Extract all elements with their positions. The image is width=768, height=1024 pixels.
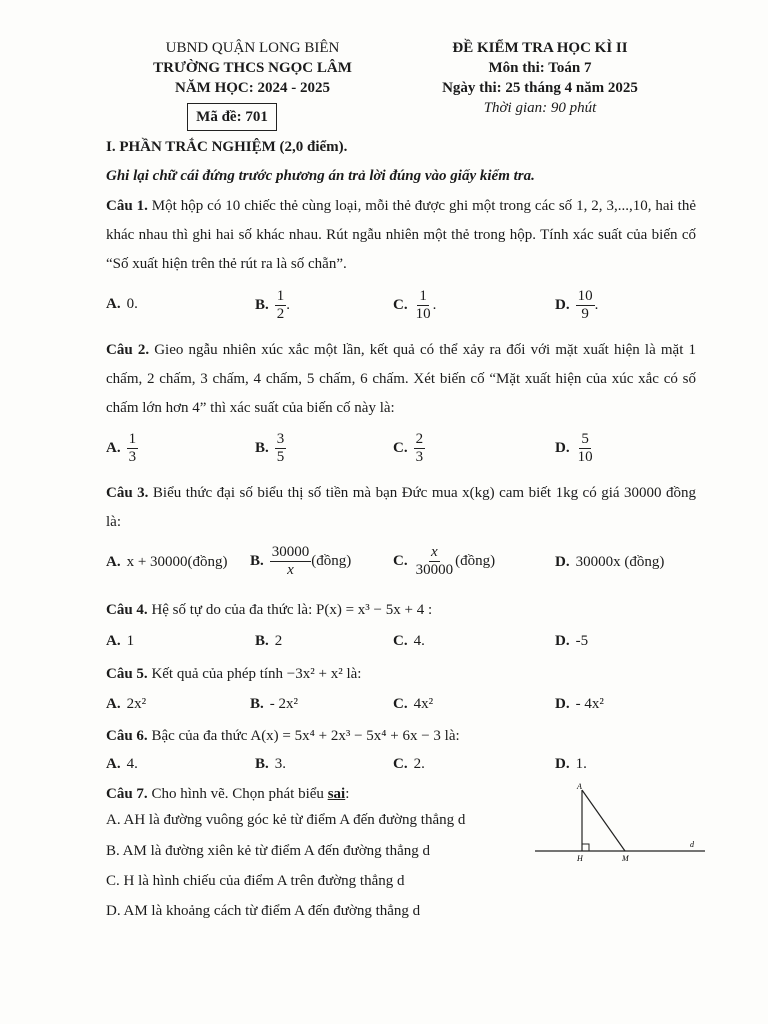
q7-option-a: A. AH là đường vuông góc kẻ từ điểm A đến đường thẳng d: [106, 812, 466, 828]
q3-option-c: C. $\frac{x}{30000}$ (đồng): [393, 544, 496, 578]
right-angle-mark: [582, 844, 589, 851]
question-7-emphasis: sai: [327, 786, 346, 802]
question-2-label: Câu 2.: [106, 342, 150, 358]
question-3: [106, 479, 696, 537]
q4-option-a: A. 1: [106, 633, 135, 649]
instruction: Ghi lại chữ cái đứng trước phương án trả lời đúng vào giấy kiểm tra.: [106, 168, 535, 184]
q7-option-c: C. H là hình chiếu của điểm A trên đường thẳng d: [106, 873, 405, 889]
question-7: Câu 7. Cho hình vẽ. Chọn phát biểu sai:: [106, 786, 350, 802]
question-3-label: Câu 3.: [106, 485, 149, 501]
question-4: [106, 596, 696, 625]
question-1-label: Câu 1.: [106, 198, 148, 214]
section-title: I. PHẦN TRẮC NGHIỆM (2,0 điểm).: [106, 139, 348, 155]
q1-option-b: B. $\frac{1}{2}$ .: [255, 288, 291, 322]
question-2-text: Gieo ngẫu nhiên xúc xắc một lần, kết quả có thể xảy ra đối với mặt xuất hiện là mặt 1 chấm, 2 chấm, 3 chấm, 4 chấm, 5 chấm, 6 chấm. Xét biến cố “Mặt xuất hiện của xúc xắc có số chấm lớn hơn 4” thì xác suất của biến cố này là:: [106, 342, 697, 416]
q2-option-b: B. $\frac{3}{5}$: [255, 431, 285, 465]
q6-option-b: B. 3.: [255, 756, 287, 772]
q4-option-b: B. 2: [255, 633, 283, 649]
q5-option-a: A. 2x²: [106, 696, 147, 712]
question-7-text: Cho hình vẽ. Chọn phát biểu: [151, 786, 324, 802]
exam-title: ĐỀ KIỂM TRA HỌC KÌ II: [452, 40, 628, 56]
q3-option-d: D. 30000x (đồng): [555, 554, 665, 570]
q5-option-d: D. - 4x²: [555, 696, 604, 712]
q5-option-c: C. 4x²: [393, 696, 434, 712]
label-M: M: [622, 854, 629, 863]
question-7-label: Câu 7.: [106, 786, 148, 802]
q3-option-b: B. $\frac{30000}{x}$ (đồng): [250, 544, 352, 578]
q1-option-a: A. 0.: [106, 296, 138, 312]
q1-option-c: C. $\frac{1}{10}$ .: [393, 288, 437, 322]
question-3-text: Biểu thức đại số biểu thị số tiền mà bạn Đức mua x(kg) cam biết 1kg có giá 30000 đồng là:: [106, 485, 696, 530]
exam-date: Ngày thi: 25 tháng 4 năm 2025: [442, 80, 638, 96]
question-6-label: Câu 6.: [106, 728, 148, 744]
geometry-figure: [530, 780, 710, 865]
q6-option-d: D. 1.: [555, 756, 587, 772]
header-right: [410, 38, 670, 118]
label-A: A: [577, 782, 582, 791]
exam-time: Thời gian: 90 phút: [483, 100, 597, 116]
q2-option-c: C. $\frac{2}{3}$: [393, 431, 424, 465]
question-6-text: Bậc của đa thức A(x) = 5x⁴ + 2x³ − 5x⁴ + 6x − 3 là:: [151, 728, 460, 744]
q4-option-c: C. 4.: [393, 633, 425, 649]
segment-AM: [582, 790, 625, 851]
question-5: [106, 660, 696, 689]
question-5-text: Kết quả của phép tính −3x² + x² là:: [151, 666, 362, 682]
school-year: NĂM HỌC: 2024 - 2025: [175, 80, 330, 96]
question-6: [106, 722, 696, 751]
school-name: TRƯỜNG THCS NGỌC LÂM: [153, 60, 352, 76]
q7-option-b: B. AM là đường xiên kẻ từ điểm A đến đường thẳng d: [106, 843, 430, 859]
question-4-text: Hệ số tự do của đa thức là: P(x) = x³ − 5x + 4 :: [151, 602, 433, 618]
header-left: [110, 38, 395, 98]
question-2: [106, 336, 696, 423]
q5-option-b: B. - 2x²: [250, 696, 299, 712]
question-5-label: Câu 5.: [106, 666, 148, 682]
question-4-label: Câu 4.: [106, 602, 148, 618]
q6-option-c: C. 2.: [393, 756, 425, 772]
label-d: d: [690, 840, 694, 849]
q4-option-d: D. -5: [555, 633, 589, 649]
question-1-text: Một hộp có 10 chiếc thẻ cùng loại, mỗi thẻ được ghi một trong các số 1, 2, 3,...,10, hai thẻ khác nhau thì ghi hai số khác nhau. Rút ngẫu nhiên một thẻ trong hộp. Tính xác suất của biến cố “Số xuất hiện trên thẻ rút ra là số chẵn”.: [106, 198, 696, 272]
district-name: UBND QUẬN LONG BIÊN: [165, 40, 340, 56]
q2-option-a: A. $\frac{1}{3}$: [106, 431, 137, 465]
q2-option-d: D. $\frac{5}{10}$: [555, 431, 593, 465]
q3-option-a: A. x + 30000(đồng): [106, 554, 228, 570]
question-1: [106, 192, 696, 279]
q7-option-d: D. AM là khoảng cách từ điểm A đến đường thẳng d: [106, 903, 421, 919]
q1-option-d: D. $\frac{10}{9}$ .: [555, 288, 599, 322]
label-H: H: [577, 854, 583, 863]
q6-option-a: A. 4.: [106, 756, 138, 772]
exam-code: Mã đề: 701: [187, 103, 277, 131]
exam-subject: Môn thi: Toán 7: [488, 60, 592, 76]
